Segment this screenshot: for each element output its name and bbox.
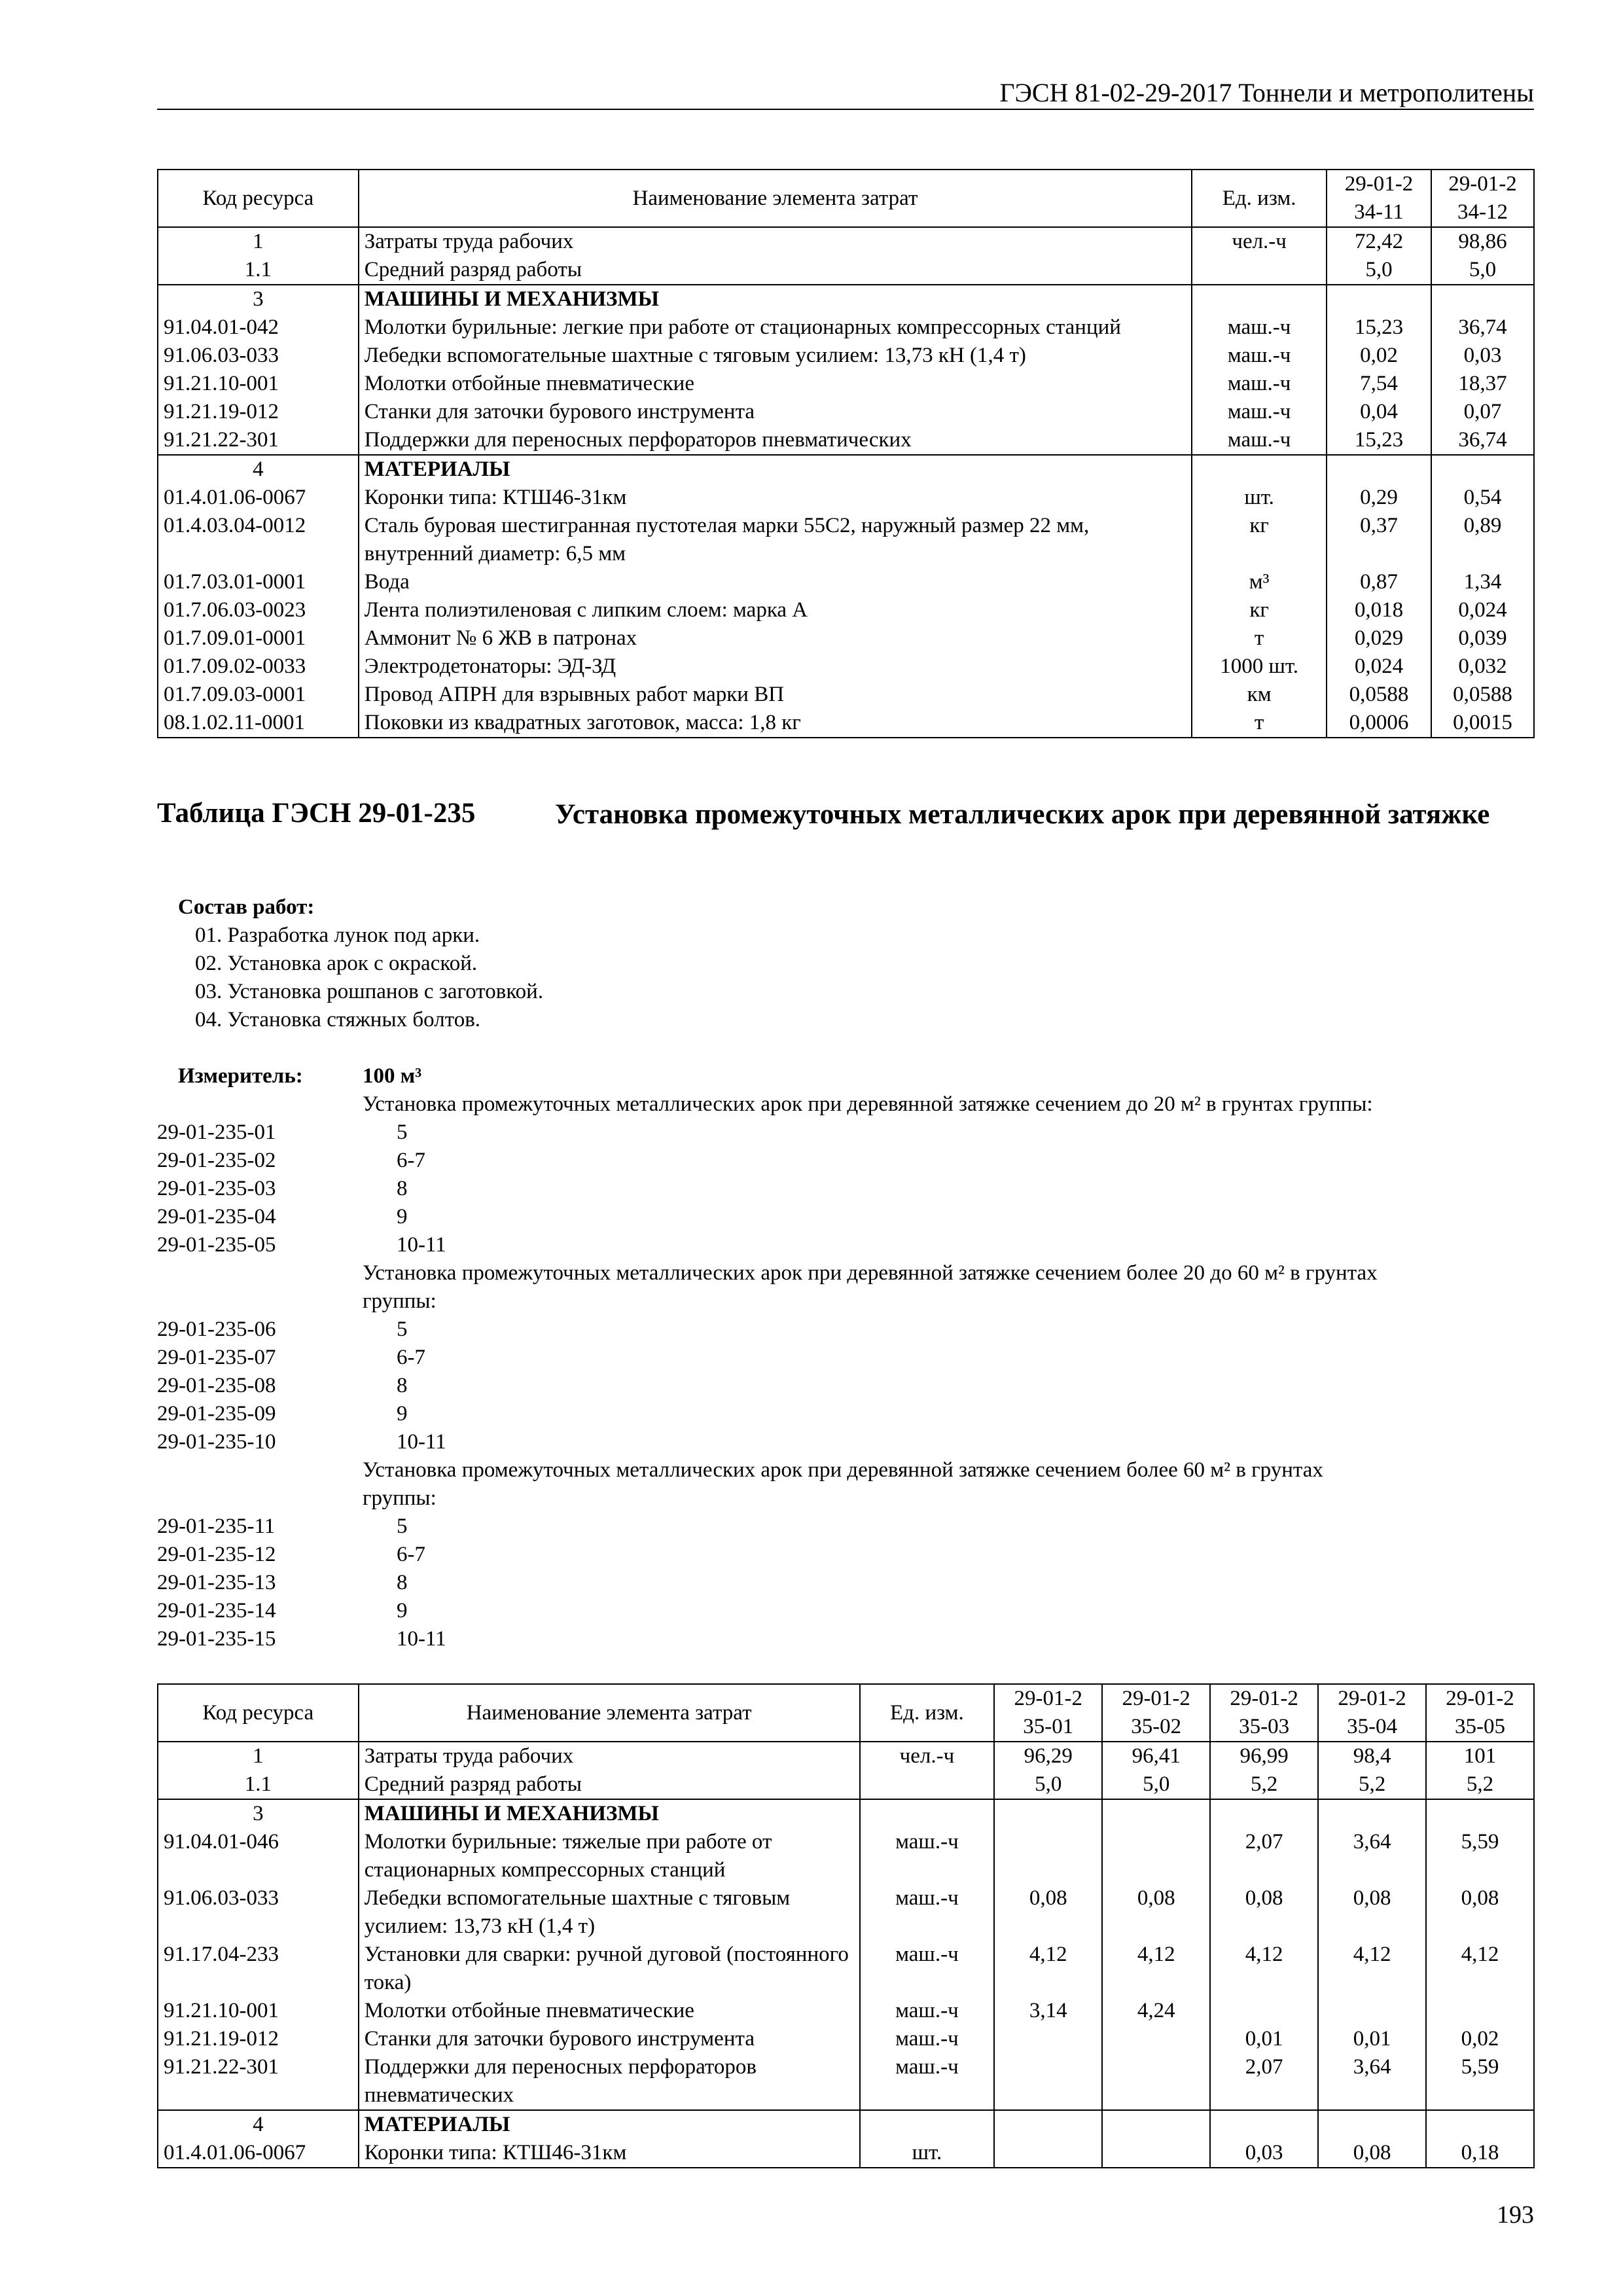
resource-unit: маш.-ч (1192, 314, 1327, 342)
resource-value: 4,12 (1426, 1941, 1534, 1997)
resource-code: 08.1.02.11-0001 (158, 709, 359, 738)
resource-value: 0,08 (1102, 1884, 1210, 1941)
resource-value: 0,29 (1327, 484, 1431, 512)
meter-item (157, 1344, 1535, 1372)
meter-group-caption: Установка промежуточных металлических арок при деревянной затяжке сечением более 60 м² в грунтах (363, 1458, 1323, 1482)
table-label: Таблица ГЭСН 29-01-235 (157, 798, 476, 829)
meter-code: 29-01-235-10 (157, 1430, 276, 1454)
resource-value: 0,02 (1426, 2025, 1534, 2053)
meter-item (157, 1541, 1535, 1569)
resource-code: 91.04.01-046 (158, 1828, 359, 1884)
work-item: 01. Разработка лунок под арки. (195, 924, 480, 947)
resource-code: 4 (158, 2110, 359, 2139)
resource-value: 0,08 (1318, 1884, 1426, 1941)
resource-value: 0,03 (1431, 342, 1534, 370)
table-row (158, 370, 1534, 398)
resource-value: 0,01 (1318, 2025, 1426, 2053)
header-text: 29-01-234-12 (1448, 172, 1517, 224)
resource-unit: маш.-ч (860, 1997, 995, 2025)
header-text: Ед. изм. (1222, 186, 1296, 210)
resource-table-235 (157, 1683, 1535, 2168)
table-row (158, 1742, 1534, 1770)
meter-code: 29-01-235-08 (157, 1374, 276, 1397)
resource-value (1102, 2110, 1210, 2139)
resource-unit (1192, 455, 1327, 484)
resource-code: 91.06.03-033 (158, 1884, 359, 1941)
resource-value (1210, 2110, 1318, 2139)
meter-item (157, 1372, 1535, 1400)
resource-unit: маш.-ч (860, 2025, 995, 2053)
resource-unit (1192, 285, 1327, 314)
meter-item (157, 1569, 1535, 1597)
resource-code: 91.04.01-042 (158, 314, 359, 342)
resource-name: МАТЕРИАЛЫ (359, 455, 1192, 484)
resource-unit: 1000 шт. (1192, 653, 1327, 681)
resource-name: Сталь буровая шестигранная пустотелая марки 55С2, наружный размер 22 мм, внутренний диаметр: 6,5 мм (359, 512, 1192, 568)
resource-value (1102, 2139, 1210, 2168)
meter-group-caption: группы: (363, 1486, 437, 1510)
resource-value: 0,0006 (1327, 709, 1431, 738)
resource-code: 3 (158, 285, 359, 314)
work-label: Состав работ: (178, 895, 315, 919)
table-row (158, 398, 1534, 426)
table-row (158, 1828, 1534, 1884)
resource-value: 4,12 (1210, 1941, 1318, 1997)
table-row (158, 1799, 1534, 1828)
table-row (158, 1941, 1534, 1997)
meter-code: 29-01-235-02 (157, 1149, 276, 1172)
meter-code: 29-01-235-03 (157, 1177, 276, 1200)
resource-name: Вода (359, 568, 1192, 596)
resource-value: 2,07 (1210, 1828, 1318, 1884)
resource-name: Коронки типа: КТШ46-31км (359, 2139, 860, 2168)
resource-unit: м³ (1192, 568, 1327, 596)
table-header-cell (1192, 170, 1327, 227)
meter-label: Измеритель: (178, 1064, 303, 1088)
resource-code: 91.21.10-001 (158, 370, 359, 398)
resource-code: 91.21.22-301 (158, 2053, 359, 2110)
header-text: 29-01-235-01 (1014, 1687, 1082, 1738)
meter-soil-group: 9 (397, 1599, 408, 1623)
running-header: ГЭСН 81-02-29-2017 Тоннели и метрополитены (999, 78, 1534, 107)
resource-value: 4,24 (1102, 1997, 1210, 2025)
resource-value: 96,99 (1210, 1742, 1318, 1770)
resource-code: 01.7.09.01-0001 (158, 624, 359, 653)
table-row (158, 285, 1534, 314)
resource-unit: чел.-ч (860, 1742, 995, 1770)
resource-value: 5,2 (1210, 1770, 1318, 1799)
resource-code: 01.7.09.02-0033 (158, 653, 359, 681)
table-header-cell (359, 170, 1192, 227)
work-item: 03. Установка рошпанов с заготовкой. (195, 980, 544, 1003)
resource-value (1210, 1997, 1318, 2025)
meter-code: 29-01-235-12 (157, 1543, 276, 1566)
resource-value (1431, 285, 1534, 314)
meter-code: 29-01-235-04 (157, 1205, 276, 1229)
resource-code: 91.06.03-033 (158, 342, 359, 370)
header-text: Код ресурса (202, 186, 314, 210)
header-rule (157, 109, 1534, 110)
table-row (158, 1884, 1534, 1941)
meter-code: 29-01-235-13 (157, 1571, 276, 1594)
meter-soil-group: 5 (397, 1515, 408, 1538)
table-header-cell (1431, 170, 1534, 227)
header-text: 29-01-234-11 (1344, 172, 1414, 224)
resource-value: 5,0 (1102, 1770, 1210, 1799)
resource-value: 5,2 (1318, 1770, 1426, 1799)
table-row (158, 314, 1534, 342)
meter-soil-group: 8 (397, 1177, 408, 1200)
meter-code: 29-01-235-15 (157, 1627, 276, 1651)
resource-unit (860, 1799, 995, 1828)
resource-code: 1.1 (158, 1770, 359, 1799)
resource-value (1327, 455, 1431, 484)
resource-value: 3,14 (994, 1997, 1102, 2025)
resource-value: 5,2 (1426, 1770, 1534, 1799)
resource-name: Электродетонаторы: ЭД-ЗД (359, 653, 1192, 681)
meter-item (157, 1400, 1535, 1428)
resource-value: 0,029 (1327, 624, 1431, 653)
resource-unit: км (1192, 681, 1327, 709)
resource-name: МАШИНЫ И МЕХАНИЗМЫ (359, 1799, 860, 1828)
resource-value: 0,0588 (1431, 681, 1534, 709)
resource-value (994, 2139, 1102, 2168)
resource-value (994, 1828, 1102, 1884)
table-header-cell (860, 1684, 995, 1742)
resource-value: 0,018 (1327, 596, 1431, 624)
resource-unit: маш.-ч (1192, 398, 1327, 426)
table-row (158, 1770, 1534, 1799)
work-item: 04. Установка стяжных болтов. (195, 1008, 481, 1031)
resource-code: 01.7.03.01-0001 (158, 568, 359, 596)
resource-value: 0,18 (1426, 2139, 1534, 2168)
resource-unit: маш.-ч (1192, 370, 1327, 398)
meter-item (157, 1597, 1535, 1625)
meter-soil-group: 9 (397, 1402, 408, 1426)
resource-value: 0,08 (994, 1884, 1102, 1941)
resource-code: 91.21.10-001 (158, 1997, 359, 2025)
resource-name: Поковки из квадратных заготовок, масса: 1,8 кг (359, 709, 1192, 738)
table-row (158, 568, 1534, 596)
resource-unit: маш.-ч (860, 2053, 995, 2110)
resource-value: 3,64 (1318, 1828, 1426, 1884)
resource-code: 1.1 (158, 256, 359, 285)
meter-group-caption: группы: (363, 1289, 437, 1313)
resource-value: 7,54 (1327, 370, 1431, 398)
resource-value: 0,37 (1327, 512, 1431, 568)
resource-value: 5,59 (1426, 2053, 1534, 2110)
resource-value: 0,08 (1210, 1884, 1318, 1941)
resource-value: 4,12 (1318, 1941, 1426, 1997)
resource-value (1327, 285, 1431, 314)
meter-soil-group: 10-11 (397, 1627, 446, 1651)
work-list (178, 922, 543, 1034)
table-header-cell (158, 170, 359, 227)
header-text: Код ресурса (202, 1700, 314, 1725)
resource-code: 01.7.09.03-0001 (158, 681, 359, 709)
resource-unit: шт. (860, 2139, 995, 2168)
resource-value: 4,12 (994, 1941, 1102, 1997)
resource-code: 01.4.01.06-0067 (158, 2139, 359, 2168)
resource-value (1102, 1799, 1210, 1828)
resource-value: 0,01 (1210, 2025, 1318, 2053)
resource-unit: шт. (1192, 484, 1327, 512)
table-row (158, 681, 1534, 709)
resource-value (1431, 455, 1534, 484)
resource-value: 72,42 (1327, 227, 1431, 256)
meter-unit: 100 м³ (363, 1064, 422, 1088)
meter-item (157, 1428, 1535, 1456)
header-text: Ед. изм. (890, 1700, 964, 1725)
page-number: 193 (1497, 2201, 1534, 2229)
resource-value (1426, 1997, 1534, 2025)
table-row (158, 596, 1534, 624)
resource-name: Молотки бурильные: легкие при работе от стационарных компрессорных станций (359, 314, 1192, 342)
resource-value (1102, 2053, 1210, 2110)
table-row (158, 2139, 1534, 2168)
resource-code: 1 (158, 1742, 359, 1770)
resource-unit (1192, 256, 1327, 285)
meter-item (157, 1119, 1535, 1147)
meter-soil-group: 6-7 (397, 1346, 425, 1369)
table-title: Установка промежуточных металлических арок при деревянной затяжке (555, 799, 1490, 830)
table-row (158, 455, 1534, 484)
resource-value: 0,0015 (1431, 709, 1534, 738)
resource-code: 91.21.19-012 (158, 398, 359, 426)
table-header-cell (158, 1684, 359, 1742)
resource-value: 15,23 (1327, 426, 1431, 455)
resource-table-234 (157, 169, 1535, 738)
table-row (158, 227, 1534, 256)
resource-value: 5,0 (1327, 256, 1431, 285)
resource-code: 3 (158, 1799, 359, 1828)
meter-soil-group: 10-11 (397, 1233, 446, 1257)
meter-soil-group: 10-11 (397, 1430, 446, 1454)
resource-value (1318, 1997, 1426, 2025)
meter-soil-group: 9 (397, 1205, 408, 1229)
resource-value: 0,87 (1327, 568, 1431, 596)
resource-name: Молотки бурильные: тяжелые при работе от стационарных компрессорных станций (359, 1828, 860, 1884)
resource-code: 91.21.22-301 (158, 426, 359, 455)
table-row (158, 426, 1534, 455)
resource-name: Молотки отбойные пневматические (359, 1997, 860, 2025)
resource-code: 01.7.06.03-0023 (158, 596, 359, 624)
resource-name: Затраты труда рабочих (359, 227, 1192, 256)
resource-name: МАШИНЫ И МЕХАНИЗМЫ (359, 285, 1192, 314)
resource-value (1426, 1799, 1534, 1828)
meter-item (157, 1316, 1535, 1344)
meter-soil-group: 5 (397, 1121, 408, 1144)
table-row (158, 624, 1534, 653)
header-text: 29-01-235-03 (1230, 1687, 1298, 1738)
table-row (158, 256, 1534, 285)
resource-name: Лебедки вспомогательные шахтные с тяговым усилием: 13,73 кН (1,4 т) (359, 1884, 860, 1941)
resource-value: 4,12 (1102, 1941, 1210, 1997)
resource-name: Коронки типа: КТШ46-31км (359, 484, 1192, 512)
meter-item (157, 1625, 1535, 1653)
resource-value: 101 (1426, 1742, 1534, 1770)
resource-value: 18,37 (1431, 370, 1534, 398)
table-header-cell (359, 1684, 860, 1742)
resource-value (994, 1799, 1102, 1828)
meter-code: 29-01-235-01 (157, 1121, 276, 1144)
meter-soil-group: 8 (397, 1374, 408, 1397)
meter-soil-group: 6-7 (397, 1543, 425, 1566)
header-text: 29-01-235-04 (1338, 1687, 1406, 1738)
resource-unit: маш.-ч (1192, 426, 1327, 455)
resource-value (1318, 2110, 1426, 2139)
meter-code: 29-01-235-14 (157, 1599, 276, 1623)
resource-value: 5,0 (994, 1770, 1102, 1799)
table-header-cell (994, 1684, 1102, 1742)
resource-name: Средний разряд работы (359, 1770, 860, 1799)
resource-value: 2,07 (1210, 2053, 1318, 2110)
resource-name: Лебедки вспомогательные шахтные с тяговым усилием: 13,73 кН (1,4 т) (359, 342, 1192, 370)
resource-value: 0,02 (1327, 342, 1431, 370)
resource-value: 98,4 (1318, 1742, 1426, 1770)
table-row (158, 512, 1534, 568)
resource-unit: маш.-ч (860, 1941, 995, 1997)
resource-name: Поддержки для переносных перфораторов пневматических (359, 426, 1192, 455)
resource-code: 01.4.01.06-0067 (158, 484, 359, 512)
resource-name: Установки для сварки: ручной дуговой (постоянного тока) (359, 1941, 860, 1997)
resource-name: Станки для заточки бурового инструмента (359, 398, 1192, 426)
table-row (158, 342, 1534, 370)
resource-value (1102, 1828, 1210, 1884)
resource-name: Аммонит № 6 ЖВ в патронах (359, 624, 1192, 653)
meter-item (157, 1513, 1535, 1541)
resource-code: 91.21.19-012 (158, 2025, 359, 2053)
table-header-cell (1426, 1684, 1534, 1742)
resource-value: 0,032 (1431, 653, 1534, 681)
resource-value: 0,08 (1318, 2139, 1426, 2168)
resource-name: Лента полиэтиленовая с липким слоем: марка А (359, 596, 1192, 624)
header-text: Наименование элемента затрат (632, 186, 918, 210)
table-row (158, 709, 1534, 738)
resource-value: 0,04 (1327, 398, 1431, 426)
resource-value (1426, 2110, 1534, 2139)
table-header-cell (1318, 1684, 1426, 1742)
resource-name: Станки для заточки бурового инструмента (359, 2025, 860, 2053)
work-item: 02. Установка арок с окраской. (195, 952, 478, 975)
meter-group-caption: Установка промежуточных металлических арок при деревянной затяжке сечением до 20 м² в грунтах группы: (363, 1092, 1373, 1116)
resource-value: 96,41 (1102, 1742, 1210, 1770)
resource-value (1210, 1799, 1318, 1828)
resource-value: 15,23 (1327, 314, 1431, 342)
meter-soil-group: 6-7 (397, 1149, 425, 1172)
resource-value: 0,08 (1426, 1884, 1534, 1941)
meter-list (157, 1090, 1535, 1653)
resource-value: 96,29 (994, 1742, 1102, 1770)
resource-code: 01.4.03.04-0012 (158, 512, 359, 568)
resource-value: 0,024 (1327, 653, 1431, 681)
resource-unit: кг (1192, 596, 1327, 624)
table-row (158, 2053, 1534, 2110)
resource-value: 0,89 (1431, 512, 1534, 568)
resource-value: 36,74 (1431, 314, 1534, 342)
resource-code: 1 (158, 227, 359, 256)
resource-unit: т (1192, 709, 1327, 738)
resource-name: Средний разряд работы (359, 256, 1192, 285)
resource-value: 0,03 (1210, 2139, 1318, 2168)
meter-code: 29-01-235-06 (157, 1318, 276, 1341)
resource-value: 0,07 (1431, 398, 1534, 426)
table-row (158, 484, 1534, 512)
resource-unit: маш.-ч (860, 1828, 995, 1884)
resource-unit (860, 2110, 995, 2139)
table-row (158, 653, 1534, 681)
meter-group-caption: Установка промежуточных металлических арок при деревянной затяжке сечением более 20 до 60 м² в грунтах (363, 1261, 1378, 1285)
resource-value: 3,64 (1318, 2053, 1426, 2110)
resource-name: МАТЕРИАЛЫ (359, 2110, 860, 2139)
resource-value: 98,86 (1431, 227, 1534, 256)
resource-unit: маш.-ч (860, 1884, 995, 1941)
resource-unit: чел.-ч (1192, 227, 1327, 256)
resource-unit: кг (1192, 512, 1327, 568)
resource-value: 0,039 (1431, 624, 1534, 653)
resource-name: Затраты труда рабочих (359, 1742, 860, 1770)
table-header-cell (1327, 170, 1431, 227)
table-header-cell (1102, 1684, 1210, 1742)
resource-unit: маш.-ч (1192, 342, 1327, 370)
meter-soil-group: 8 (397, 1571, 408, 1594)
resource-name: Молотки отбойные пневматические (359, 370, 1192, 398)
resource-value (994, 2025, 1102, 2053)
resource-value: 0,024 (1431, 596, 1534, 624)
header-text: Наименование элемента затрат (466, 1700, 752, 1725)
meter-code: 29-01-235-07 (157, 1346, 276, 1369)
resource-unit: т (1192, 624, 1327, 653)
resource-value (994, 2110, 1102, 2139)
resource-value: 5,59 (1426, 1828, 1534, 1884)
resource-value (994, 2053, 1102, 2110)
table-row (158, 2110, 1534, 2139)
resource-value: 36,74 (1431, 426, 1534, 455)
meter-soil-group: 5 (397, 1318, 408, 1341)
resource-name: Провод АПРН для взрывных работ марки ВП (359, 681, 1192, 709)
resource-value: 0,0588 (1327, 681, 1431, 709)
resource-name: Поддержки для переносных перфораторов пневматических (359, 2053, 860, 2110)
resource-code: 4 (158, 455, 359, 484)
resource-unit (860, 1770, 995, 1799)
table-row (158, 2025, 1534, 2053)
meter-item (157, 1147, 1535, 1175)
meter-item (157, 1231, 1535, 1259)
meter-item (157, 1203, 1535, 1231)
resource-value (1318, 1799, 1426, 1828)
header-text: 29-01-235-05 (1446, 1687, 1514, 1738)
resource-value: 1,34 (1431, 568, 1534, 596)
meter-item (157, 1175, 1535, 1203)
table-row (158, 1997, 1534, 2025)
resource-value: 0,54 (1431, 484, 1534, 512)
meter-code: 29-01-235-09 (157, 1402, 276, 1426)
resource-code: 91.17.04-233 (158, 1941, 359, 1997)
resource-value: 5,0 (1431, 256, 1534, 285)
meter-code: 29-01-235-11 (157, 1515, 276, 1538)
header-text: 29-01-235-02 (1122, 1687, 1190, 1738)
resource-value (1102, 2025, 1210, 2053)
work-composition (178, 893, 543, 1034)
table-header-cell (1210, 1684, 1318, 1742)
meter-code: 29-01-235-05 (157, 1233, 276, 1257)
